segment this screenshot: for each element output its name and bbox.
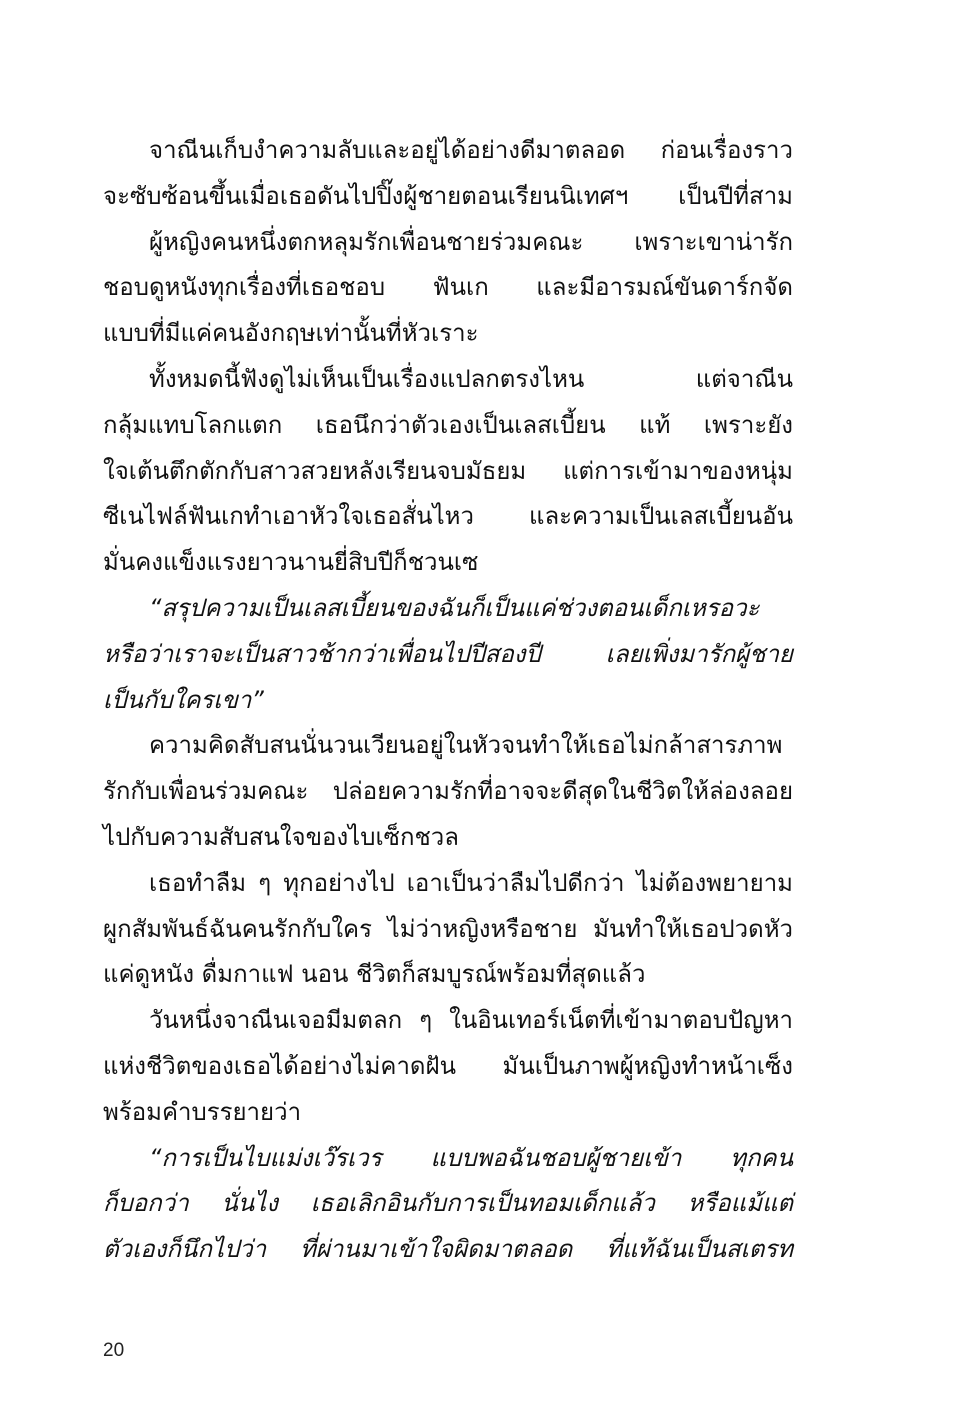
paragraph-line: ความคิดสับสนนั่นวนเวียนอยู่ในหัวจนทำให้เธอไม่กล้าสารภาพ — [149, 731, 783, 760]
paragraph-line: พร้อมคำบรรยายว่า — [103, 1097, 302, 1126]
paragraph-line: กลุ้มแทบโลกแตก เธอนึกว่าตัวเองเป็นเลสเบี้ยน แท้ เพราะยัง — [103, 410, 793, 439]
paragraph-line: ผูกสัมพันธ์ฉันคนรักกับใคร ไม่ว่าหญิงหรือชาย มันทำให้เธอปวดหัว — [103, 914, 793, 943]
paragraph-line: แห่งชีวิตของเธอได้อย่างไม่คาดฝัน มันเป็นภาพผู้หญิงทำหน้าเซ็ง — [103, 1051, 793, 1080]
quote-line: “สรุปความเป็นเลสเบี้ยนของฉันก็เป็นแค่ช่วงตอนเด็กเหรอวะ — [149, 593, 760, 622]
paragraph-line: จาณีนเก็บงำความลับและอยู่ได้อย่างดีมาตลอด ก่อนเรื่องราว — [149, 136, 793, 164]
paragraph-line: แค่ดูหนัง ดื่มกาแฟ นอน ชีวิตก็สมบูรณ์พร้อมที่สุดแล้ว — [103, 960, 646, 989]
paragraph-line: มั่นคงแข็งแรงยาวนานยี่สิบปีก็ชวนเซ — [103, 548, 479, 577]
quote-line: เป็นกับใครเขา” — [103, 685, 264, 714]
paragraph-line: แบบที่มีแค่คนอังกฤษเท่านั้นที่หัวเราะ — [103, 319, 479, 348]
paragraph-line: ซีเนไฟล์ฟันเกทำเอาหัวใจเธอสั่นไหว และความเป็นเลสเบี้ยนอัน — [103, 502, 793, 531]
quote-line: ตัวเองก็นึกไปว่า ที่ผ่านมาเข้าใจผิดมาตลอด ที่แท้ฉันเป็นสเตรท — [103, 1235, 793, 1264]
quote-line: หรือว่าเราจะเป็นสาวช้ากว่าเพื่อนไปปีสองปี เลยเพิ่งมารักผู้ชาย — [103, 639, 793, 668]
quote-line: “การเป็นไบแม่งเว๊รเวร แบบพอฉันชอบผู้ชายเข้า ทุกคน — [149, 1143, 793, 1172]
paragraph-line: วันหนึ่งจาณีนเจอมีมตลก ๆ ในอินเทอร์เน็ตที่เข้ามาตอบปัญหา — [149, 1006, 793, 1035]
paragraph-line: ใจเต้นตึกตักกับสาวสวยหลังเรียนจบมัธยม แต่การเข้ามาของหนุ่ม — [103, 456, 793, 485]
page-number: 20 — [103, 1340, 125, 1361]
body-text — [103, 128, 793, 1273]
paragraph-line: จะซับซ้อนขึ้นเมื่อเธอดันไปปิ๊งผู้ชายตอนเรียนนิเทศฯ เป็นปีที่สาม — [103, 181, 793, 210]
paragraph-line: ไปกับความสับสนใจของไบเซ็กชวล — [103, 822, 459, 851]
paragraph-line: ผู้หญิงคนหนึ่งตกหลุมรักเพื่อนชายร่วมคณะ เพราะเขาน่ารัก — [149, 227, 793, 256]
paragraph-line: ชอบดูหนังทุกเรื่องที่เธอชอบ ฟันเก และมีอารมณ์ขันดาร์กจัด — [103, 273, 793, 302]
paragraph-line: ทั้งหมดนี้ฟังดูไม่เห็นเป็นเรื่องแปลกตรงไหน แต่จาณีน — [149, 364, 793, 393]
paragraph-line: เธอทำลืม ๆ ทุกอย่างไป เอาเป็นว่าลืมไปดีกว่า ไม่ต้องพยายาม — [149, 868, 793, 897]
paragraph-line: รักกับเพื่อนร่วมคณะ ปล่อยความรักที่อาจจะดีสุดในชีวิตให้ล่องลอย — [103, 777, 793, 806]
quote-line: ก็บอกว่า นั่นไง เธอเลิกอินกับการเป็นทอมเด็กแล้ว หรือแม้แต่ — [103, 1189, 793, 1218]
